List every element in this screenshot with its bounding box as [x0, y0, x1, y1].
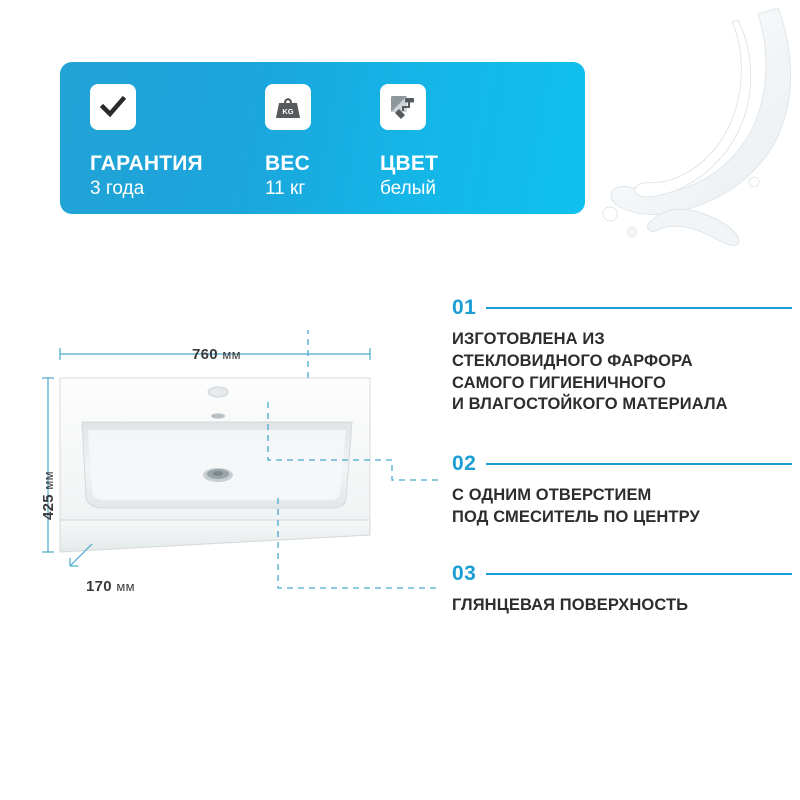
weight-icon — [265, 84, 311, 130]
sink-illustration — [40, 330, 440, 620]
check-icon — [90, 84, 136, 130]
callout-01-line-4: И ВЛАГОСТОЙКОГО МАТЕРИАЛА — [452, 395, 728, 414]
callout-01-line-3: САМОГО ГИГИЕНИЧНОГО — [452, 373, 666, 392]
callout-01-text — [452, 329, 792, 416]
callout-01-rule — [486, 307, 792, 309]
callout-02-rule — [486, 463, 792, 465]
callout-03 — [452, 562, 792, 617]
feature-color — [380, 84, 438, 200]
dimension-width-label: 760 мм — [192, 346, 241, 363]
dimension-height-label: 425 мм — [40, 471, 57, 520]
svg-text:KG: KG — [282, 107, 294, 116]
callout-03-line-1: ГЛЯНЦЕВАЯ ПОВЕРХНОСТЬ — [452, 596, 689, 614]
callout-01-header — [452, 296, 792, 320]
callout-02 — [452, 452, 792, 529]
feature-color-title: ЦВЕТ — [380, 152, 439, 175]
feature-weight-title: ВЕС — [265, 152, 310, 175]
feature-warranty-title: ГАРАНТИЯ — [90, 152, 203, 175]
feature-color-value: белый — [380, 178, 436, 199]
callout-01-number: 01 — [452, 296, 477, 319]
feature-warranty — [90, 84, 203, 200]
dimension-depth-label: 170 мм — [86, 578, 135, 595]
feature-weight — [265, 84, 311, 200]
callout-01-line-2: СТЕКЛОВИДНОГО ФАРФОРА — [452, 351, 693, 370]
callout-01 — [452, 296, 792, 416]
callout-02-text — [452, 485, 792, 529]
sink-body — [60, 378, 370, 552]
callout-02-line-1: С ОДНИМ ОТВЕРСТИЕМ — [452, 486, 652, 504]
callout-03-rule — [486, 573, 792, 575]
weight-glyph — [273, 92, 303, 122]
feature-weight-value: 11 кг — [265, 178, 306, 199]
callout-03-number: 03 — [452, 562, 477, 585]
callout-02-line-2: ПОД СМЕСИТЕЛЬ ПО ЦЕНТРУ — [452, 507, 700, 526]
check-glyph — [98, 92, 128, 122]
color-roller-glyph — [388, 92, 418, 122]
callout-02-header — [452, 452, 792, 476]
feature-banner — [60, 62, 585, 214]
callout-01-line-1: ИЗГОТОВЛЕНА ИЗ — [452, 330, 605, 348]
color-roller-icon — [380, 84, 426, 130]
callout-02-number: 02 — [452, 452, 477, 475]
callout-03-text — [452, 595, 792, 617]
feature-warranty-value: 3 года — [90, 178, 145, 199]
callout-03-header — [452, 562, 792, 586]
